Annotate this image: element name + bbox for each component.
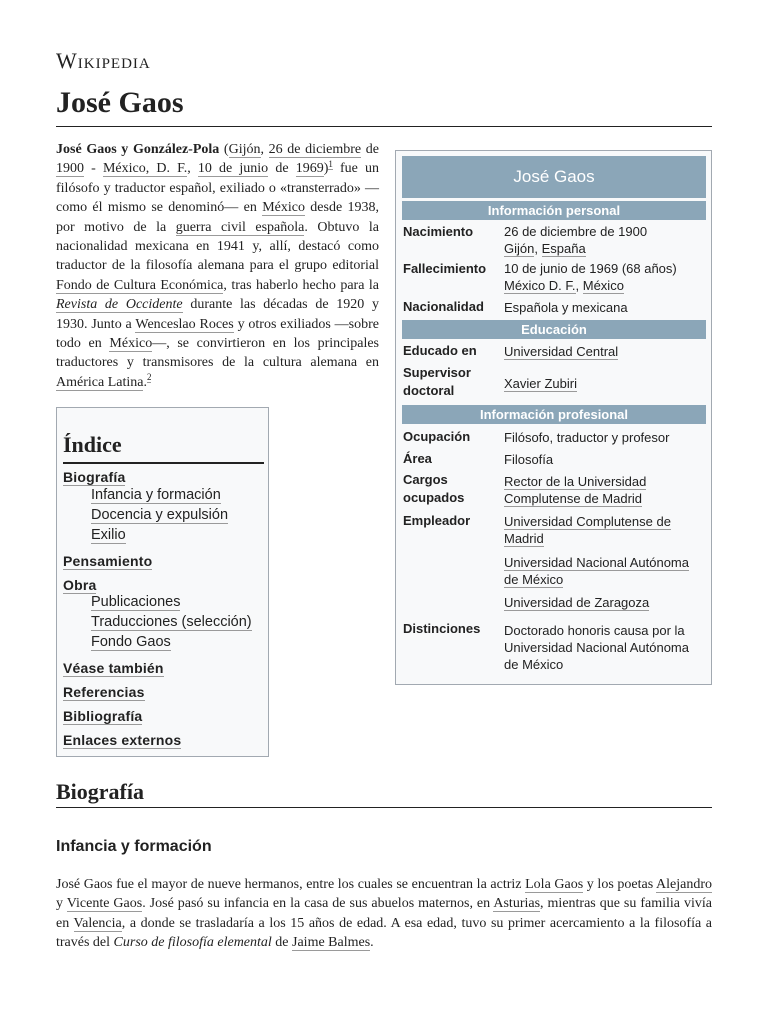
- wikipedia-logo[interactable]: Wikipedia: [56, 48, 151, 73]
- label-positions: [403, 471, 499, 507]
- death-date: 10 de junio de 1969 (68 años): [504, 261, 677, 276]
- toc-item-vease-tambien[interactable]: Véase también: [63, 660, 164, 676]
- link-mexico[interactable]: México: [262, 200, 305, 216]
- birth-date: 26 de diciembre de 1900: [504, 224, 648, 239]
- label-supervisor: [403, 364, 499, 400]
- link-zaragoza[interactable]: Universidad de Zaragoza: [504, 595, 650, 610]
- link-valencia[interactable]: Valencia: [73, 915, 122, 931]
- text: . Obtuvo la nacionalidad mexicana en 1941 y, allí, destacó como traductor de la filosofía alemana para el grupo editorial: [56, 219, 379, 274]
- link-rector-complutense[interactable]: Rector de la Universidad Complutense de Madrid: [504, 474, 647, 506]
- text: (: [219, 142, 229, 157]
- text: , tras haberlo hecho para la: [223, 277, 379, 293]
- infobox-title: José Gaos: [402, 156, 706, 198]
- text: ): [323, 161, 329, 177]
- toc-item-traducciones[interactable]: Traducciones (selección): [91, 614, 252, 630]
- text: —, se convirtieron en los principales traductores y transmisores de la cultura alemana en: [56, 336, 380, 371]
- lead-paragraph: [56, 140, 379, 392]
- link-mexico-2[interactable]: México: [109, 336, 153, 352]
- link-1969[interactable]: 1969: [295, 161, 324, 177]
- value-employer-3: [504, 594, 704, 611]
- infobox: [395, 150, 712, 685]
- text: y: [56, 896, 67, 912]
- text: .: [370, 934, 374, 950]
- link-1900[interactable]: 1900: [56, 161, 84, 177]
- label-nationality: Nacionalidad: [403, 299, 484, 314]
- table-of-contents: [56, 407, 269, 757]
- link-complutense[interactable]: Universidad Complutense de Madrid: [504, 514, 671, 546]
- subject-name: José Gaos y González-Pola: [56, 142, 220, 157]
- subsection-heading-infancia: Infancia y formación: [56, 838, 212, 855]
- infobox-section-education: Educación: [402, 320, 706, 339]
- label-occupation: Ocupación: [403, 429, 471, 444]
- link-gijon[interactable]: Gijón: [228, 142, 261, 157]
- text: de: [268, 161, 296, 177]
- link-birth-date[interactable]: 26 de diciembre: [268, 142, 362, 157]
- label-line: ocupados: [403, 490, 465, 505]
- link-fondo-cultura[interactable]: Fondo de Cultura Económica: [56, 277, 224, 293]
- value-positions: [504, 473, 704, 507]
- toc-item-obra[interactable]: Obra: [63, 577, 97, 593]
- label-area: Área: [403, 451, 432, 466]
- text: de: [361, 142, 380, 157]
- link-vicente-gaos[interactable]: Vicente Gaos: [66, 896, 143, 912]
- toc-item-pensamiento[interactable]: Pensamiento: [63, 553, 153, 569]
- infobox-section-personal: Información personal: [402, 201, 706, 220]
- link-death-country[interactable]: México: [582, 278, 624, 293]
- label-employer: Empleador: [403, 513, 471, 528]
- text: ,: [187, 161, 198, 177]
- text: ,: [534, 241, 542, 256]
- text: ,: [575, 278, 583, 293]
- text: fue un filósofo y traductor español, exiliado o «transterrado» —como él mismo se denominó— en: [56, 161, 380, 216]
- label-line: Supervisor: [403, 365, 471, 380]
- toc-item-infancia[interactable]: Infancia y formación: [91, 487, 221, 503]
- toc-item-biografia[interactable]: Biografía: [63, 469, 126, 485]
- value-area: Filosofía: [504, 452, 554, 467]
- toc-item-referencias[interactable]: Referencias: [63, 684, 145, 700]
- value-awards: Doctorado honoris causa por la Universidad Nacional Autónoma de México: [504, 623, 689, 672]
- title-divider: [56, 126, 712, 127]
- link-lola-gaos[interactable]: Lola Gaos: [525, 877, 584, 892]
- link-alejandro[interactable]: Alejandro: [656, 877, 712, 892]
- section-divider: [56, 807, 712, 808]
- reference-2[interactable]: 2: [146, 372, 152, 383]
- link-universidad-central[interactable]: Universidad Central: [504, 344, 619, 359]
- link-jaime-balmes[interactable]: Jaime Balmes: [292, 934, 371, 950]
- label-birth: Nacimiento: [403, 224, 474, 239]
- biography-paragraph: [56, 875, 712, 952]
- link-guerra-civil[interactable]: guerra civil española: [175, 219, 305, 235]
- value-employer-2: [504, 554, 704, 588]
- value-nationality: Española y mexicana: [504, 300, 628, 315]
- label-death: Fallecimiento: [403, 261, 487, 276]
- text: -: [84, 161, 103, 177]
- label-line: doctoral: [403, 383, 455, 398]
- toc-item-exilio[interactable]: Exilio: [91, 527, 126, 543]
- toc-item-docencia[interactable]: Docencia y expulsión: [91, 507, 229, 523]
- link-death-date[interactable]: 10 de junio: [197, 161, 269, 177]
- toc-item-bibliografia[interactable]: Bibliografía: [63, 708, 143, 724]
- text: de: [271, 934, 293, 950]
- value-occupation: Filósofo, traductor y profesor: [504, 430, 670, 445]
- text: durante las décadas de 1920 y 1930. Junto a: [56, 297, 379, 332]
- toc-title: Índice: [63, 432, 264, 464]
- link-xavier-zubiri[interactable]: Xavier Zubiri: [504, 376, 577, 391]
- toc-item-fondo-gaos[interactable]: Fondo Gaos: [91, 634, 171, 650]
- link-birth-country[interactable]: España: [541, 241, 586, 256]
- link-revista-occidente[interactable]: Revista de Occidente: [56, 297, 183, 313]
- link-birth-city[interactable]: Gijón: [504, 241, 535, 256]
- link-wenceslao-roces[interactable]: Wenceslao Roces: [135, 316, 234, 332]
- value-supervisor: [504, 375, 704, 392]
- toc-item-publicaciones[interactable]: Publicaciones: [91, 594, 181, 610]
- page-title: José Gaos: [56, 86, 184, 119]
- link-mexico-df[interactable]: México, D. F.: [102, 161, 188, 177]
- text: , a donde se trasladaría a los 15 años de edad. A esa edad, tuvo su primer acercamiento a la filosofía a través del: [56, 915, 712, 950]
- label-line: Cargos: [403, 472, 448, 487]
- label-awards: Distinciones: [403, 621, 481, 636]
- reference-1[interactable]: 1: [328, 158, 333, 169]
- text: José Gaos fue el mayor de nueve hermanos, entre los cuales se encuentran la actriz: [56, 877, 526, 892]
- link-death-city[interactable]: México D. F.: [504, 278, 576, 293]
- text: . José pasó su infancia en la casa de sus abuelos maternos, en: [142, 896, 494, 912]
- text: y otros exiliados —sobre todo en: [56, 316, 379, 352]
- value-employer-1: [504, 513, 704, 547]
- text: desde 1938, por motivo de la: [56, 200, 379, 235]
- book-title: Curso de filosofía elemental: [113, 934, 272, 950]
- section-heading-biografia: Biografía: [56, 779, 144, 804]
- value-death: [504, 260, 704, 294]
- value-birth: [504, 223, 704, 257]
- text: ,: [260, 142, 269, 157]
- link-unam[interactable]: Universidad Nacional Autónoma de México: [504, 555, 689, 587]
- toc-item-enlaces-externos[interactable]: Enlaces externos: [63, 732, 182, 748]
- text: .: [143, 374, 147, 390]
- value-educated: [504, 343, 704, 360]
- label-educated: Educado en: [403, 343, 477, 358]
- text: y los poetas: [583, 877, 657, 892]
- text: , mientras que su familia vivía en: [56, 896, 712, 931]
- infobox-section-professional: Información profesional: [402, 405, 706, 424]
- link-asturias[interactable]: Asturias: [493, 896, 541, 912]
- link-america-latina[interactable]: América Latina: [56, 374, 144, 390]
